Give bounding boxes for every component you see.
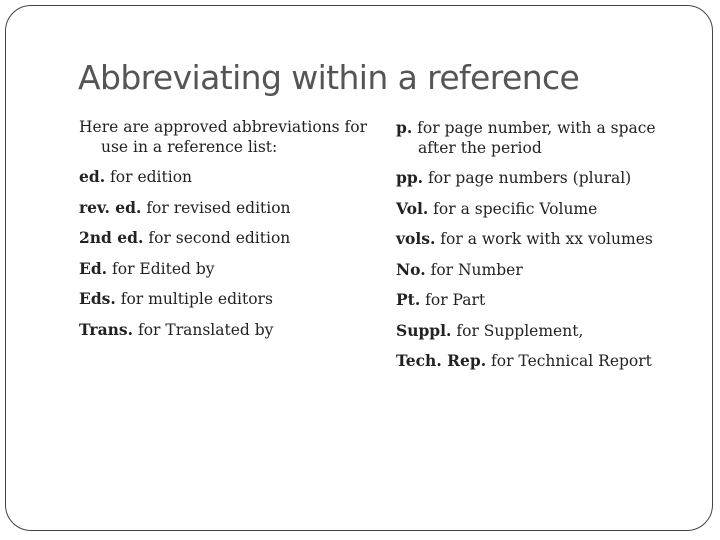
abbreviation-description: for page number, with a space after the period [417,119,656,157]
slide-title: Abbreviating within a reference [78,58,580,97]
abbreviation-description: for Supplement, [456,321,584,340]
abbreviation: Suppl. [396,320,452,340]
abbreviation-description: for Technical Report [491,352,652,370]
list-item [79,167,369,188]
right-column [396,118,696,382]
abbreviation-description: for page numbers (plural) [428,169,632,187]
abbreviation-description: for Translated by [137,320,274,339]
abbreviation-description: for multiple editors [120,290,273,308]
list-item [396,168,696,189]
list-item [79,228,369,249]
list-item [396,229,696,250]
abbreviation: pp. [396,168,424,187]
abbreviation: Eds. [79,289,116,308]
abbreviation: Vol. [396,198,429,218]
abbreviation-description: for second edition [148,229,291,247]
list-item [396,290,696,311]
abbreviation-description: for edition [110,168,193,186]
abbreviation: Pt. [396,290,421,309]
list-item [79,320,369,341]
list-item [396,199,696,220]
abbreviation: ed. [79,167,106,186]
list-item [396,351,696,372]
abbreviation-description: for revised edition [146,198,291,217]
abbreviation: p. [396,118,413,137]
abbreviation: No. [396,259,426,279]
abbreviation-description: for Part [425,291,486,309]
abbreviation: Tech. Rep. [396,351,487,370]
abbreviation-description: for Number [430,260,523,279]
abbreviation: Trans. [79,319,134,339]
abbreviation: vols. [396,229,436,248]
abbreviation-description: for a work with xx volumes [440,230,653,248]
list-item [79,198,369,219]
intro-text: Here are approved abbreviations for use in a reference list: [79,118,368,156]
list-item [79,259,369,280]
abbreviation: 2nd ed. [79,228,144,247]
abbreviation: rev. ed. [79,197,142,217]
list-item [79,289,369,310]
list-item [396,118,696,158]
abbreviation: Ed. [79,258,108,278]
abbreviation-description: for a specific Volume [433,199,598,218]
list-item [396,260,696,281]
list-item [396,321,696,342]
abbreviation-description: for Edited by [112,259,215,278]
left-column [79,118,369,350]
